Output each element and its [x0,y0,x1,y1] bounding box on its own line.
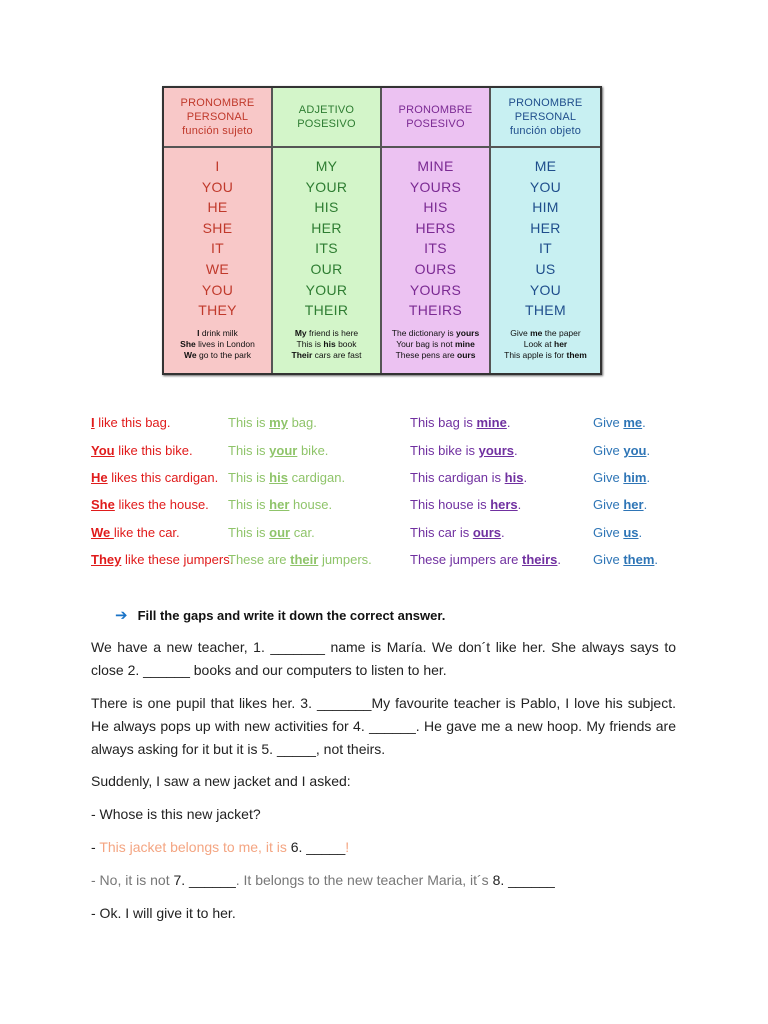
column-header: ADJETIVO POSESIVO [273,88,380,148]
example-cell-d [593,415,646,430]
pronoun-word: OUR [310,260,343,277]
sentence-text: This bike is [410,443,479,458]
example-row [0,443,768,463]
example-cell-d [593,470,650,485]
sentence-text: This is [228,443,270,458]
example-cell-d [593,497,647,512]
chart-column-object-pronoun [491,88,600,373]
sentence-text: like this bag. [94,415,171,430]
pronoun-highlight: your [269,443,298,458]
pronoun-highlight: his [504,470,524,485]
pronoun-list [382,148,489,321]
pronoun-highlight: I [91,415,95,430]
pronoun-word: YOURS [409,178,462,195]
example-sentences: My friend is here This is his book Their cars are fast [291,328,362,360]
sentence-text: car. [290,525,315,540]
example-cell-c [410,552,561,567]
pronoun-highlight: us [623,525,639,540]
pronoun-highlight: hers [490,497,518,512]
pronoun-word: HIS [423,199,448,216]
pronoun-word: IT [210,240,225,257]
pronoun-highlight: you [623,443,647,458]
example-cell-a [91,443,193,458]
chart-column-subject-pronoun [164,88,273,373]
sentence-text: Give [593,443,624,458]
sentence-text: . [517,497,522,512]
sentence-text: like the car. [113,525,180,540]
sentence-text: Give [593,470,624,485]
sentence-text: . [501,525,505,540]
pronoun-word: HIM [532,199,559,216]
sentence-text: cardigan. [287,470,346,485]
example-cell-a [91,552,233,567]
pronoun-highlight: me [623,415,643,430]
example-cell-a [91,470,218,485]
sentence-text: . [638,525,643,540]
example-row [0,497,768,517]
pronoun-word: I [215,158,220,174]
pronoun-word: YOUR [305,281,348,298]
pronoun-word: ITS [315,240,338,257]
sentence-text: This bag is [410,415,477,430]
paragraph-1: We have a new teacher, 1. _______ name is María. We don´t like her. She always says to close 2. ______ books and our computers to listen to her. [91,639,676,678]
pronoun-highlight: ours [472,525,502,540]
pronoun-highlight: her [269,497,290,512]
pronoun-word: THEIR [304,302,349,319]
column-header: PRONOMBRE POSESIVO [382,88,489,148]
pronoun-word: IT [538,240,553,257]
pronoun-highlight: our [269,525,291,540]
pronoun-word: YOU [529,281,562,298]
sentence-text: This is [228,415,270,430]
line-whose: - Whose is this new jacket? [91,806,261,822]
pronoun-highlight: my [269,415,288,430]
pronoun-highlight: We [91,525,114,540]
sentence-text: . [523,470,528,485]
pronoun-word: ME [534,158,557,174]
pronoun-list [273,148,380,321]
pronoun-highlight: He [91,470,108,485]
line-belongs: - This jacket belongs to me, it is 6. _____! [91,839,350,855]
example-cell-b [228,497,332,512]
pronoun-word: OURS [414,260,457,277]
pronoun-word: HER [530,219,561,236]
sentence-text: Give [593,497,624,512]
example-row [0,552,768,572]
pronoun-word: ITS [424,240,447,257]
sentence-text: This cardigan is [410,470,505,485]
example-cell-b [228,525,315,540]
instruction-text: Fill the gaps and write it down the correct answer. [137,607,446,623]
pronoun-word: YOU [201,178,234,195]
pronoun-word: HERS [415,219,456,236]
pronoun-list [491,148,600,321]
example-cell-d [593,443,650,458]
example-cell-b [228,470,345,485]
pronoun-word: WE [205,260,230,277]
line-ok: - Ok. I will give it to her. [91,905,236,921]
pronoun-word: HE [207,199,228,216]
column-header: PRONOMBRE PERSONAL función sujeto [164,88,271,148]
example-row [0,525,768,545]
pronoun-highlight: theirs [522,552,558,567]
example-cell-b [228,443,328,458]
sentence-text: like this bike. [114,443,193,458]
example-row [0,470,768,490]
sentence-text: likes the house. [114,497,209,512]
example-cell-a [91,525,180,540]
example-cell-b [228,552,372,567]
sentence-text: This is [228,525,270,540]
example-cell-a [91,415,171,430]
sentence-text: like these jumpers. [121,552,234,567]
sentence-text: . [646,443,651,458]
pronoun-highlight: You [91,443,115,458]
instruction-line [115,606,445,624]
sentence-text: This car is [410,525,473,540]
sentence-text: . [643,497,648,512]
example-cell-b [228,415,317,430]
pronoun-highlight: her [623,497,644,512]
example-cell-c [410,415,510,430]
pronoun-word: HIS [314,199,339,216]
example-cell-d [593,552,658,567]
example-cell-c [410,525,505,540]
sentence-text: . [557,552,562,567]
pronoun-highlight: his [269,470,288,485]
pronoun-word: THEIRS [408,302,463,319]
example-sentences: The dictionary is yours Your bag is not mine These pens are ours [391,328,480,360]
chart-column-possessive-pronoun [382,88,491,373]
sentence-text: Give [593,552,624,567]
pronoun-highlight: their [290,552,319,567]
sentence-text: Give [593,415,624,430]
pronoun-word: MY [315,158,338,174]
sentence-text: . [514,443,518,458]
example-cell-a [91,497,209,512]
pronoun-highlight: They [91,552,122,567]
sentence-text: . [654,552,659,567]
pronoun-word: YOU [201,281,234,298]
sentence-text: . [642,415,646,430]
pronoun-word: THEM [525,302,566,319]
pronoun-word: YOUR [305,178,348,195]
sentence-text: This is [228,497,270,512]
example-sentences: Give me the paper Look at her This apple is for them [504,328,587,360]
line-suddenly: Suddenly, I saw a new jacket and I asked: [91,773,351,789]
paragraph-2: There is one pupil that likes her. 3. _______My favourite teacher is Pablo, I love his subject. He always pops up with new activities for 4. ______. He gave me a new hoop. My friends are always asking for it but it is 5. _____, not theirs. [91,695,676,757]
pronoun-word: YOURS [409,281,462,298]
pronoun-word: HER [311,219,342,236]
pronoun-highlight: him [623,470,647,485]
sentence-text: These jumpers are [410,552,522,567]
line-no: - No, it is not 7. ______. It belongs to the new teacher Maria, it´s 8. ______ [91,872,555,888]
sentence-text: . [646,470,651,485]
pronoun-highlight: She [91,497,115,512]
pronoun-highlight: yours [478,443,515,458]
pronoun-highlight: mine [476,415,507,430]
sentence-text: jumpers. [318,552,372,567]
example-row [0,415,768,435]
sentence-text: likes this cardigan. [107,470,219,485]
column-header: PRONOMBRE PERSONAL función objeto [491,88,600,148]
pronoun-list [164,148,271,321]
example-cell-c [410,470,527,485]
pronoun-word: SHE [202,219,233,236]
sentence-text: These are [228,552,291,567]
sentence-text: house. [289,497,333,512]
sentence-text: This house is [410,497,491,512]
pronoun-highlight: them [623,552,655,567]
pronoun-word: THEY [198,302,237,319]
example-cell-c [410,443,518,458]
pronoun-chart [162,86,602,375]
sentence-text: This is [228,470,270,485]
sentence-text: bag. [287,415,317,430]
sentence-text: . [506,415,511,430]
chart-column-possessive-adjective [273,88,382,373]
arrow-right-icon: ➔ [115,607,128,624]
sentence-text: bike. [297,443,329,458]
sentence-text: Give [593,525,624,540]
example-cell-d [593,525,642,540]
pronoun-word: US [535,260,556,277]
example-sentences: I drink milk She lives in London We go to the park [180,328,255,360]
example-cell-c [410,497,521,512]
pronoun-word: MINE [417,158,454,174]
pronoun-word: YOU [529,178,562,195]
